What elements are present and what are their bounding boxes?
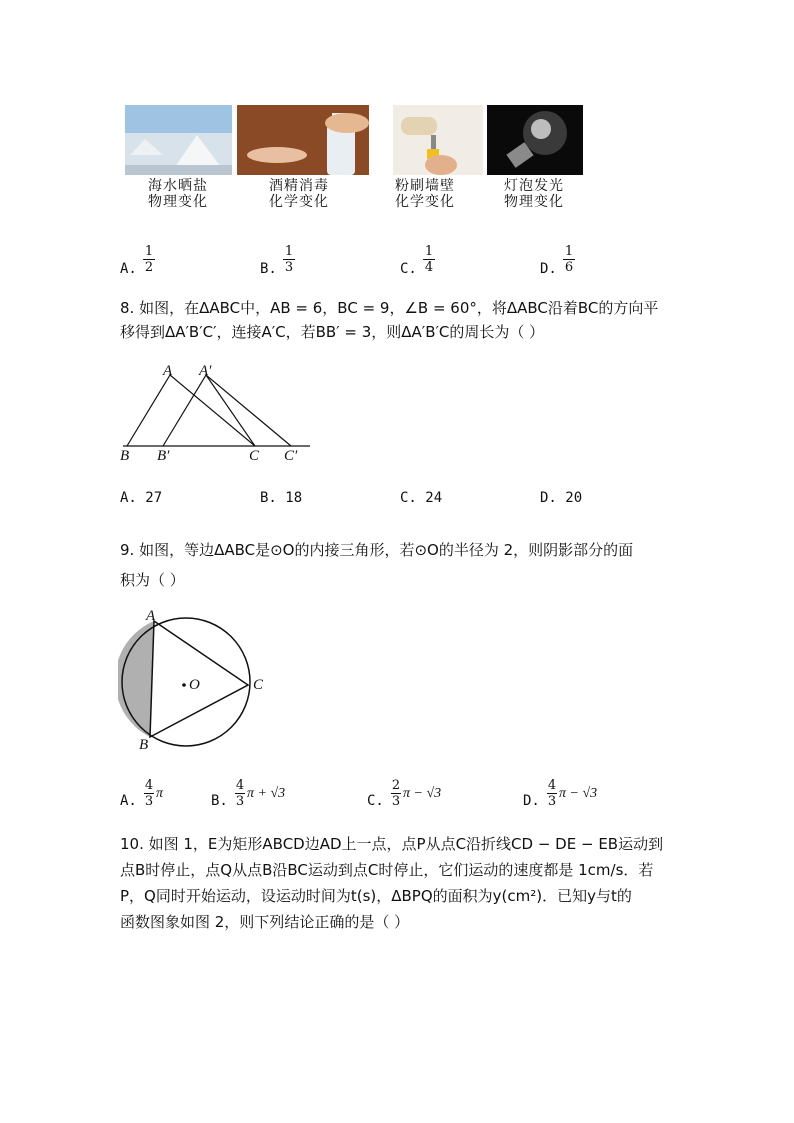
q9-option-d[interactable] <box>523 793 540 809</box>
caption-painting <box>385 178 465 210</box>
q8-option-a[interactable]: A. 27 <box>120 490 163 506</box>
q9-tail-d: π − √3 <box>559 786 598 801</box>
q8-line-2: 移得到ΔA′B′C′，连接A′C，若BB′ = 3，则ΔA′B′C的周长为（ ） <box>120 323 545 341</box>
q8-line-1: 8. 如图，在ΔABC中，AB = 6，BC = 9，∠B = 60°，将ΔABC沿着BC的方向平 <box>120 299 659 317</box>
denominator: 3 <box>144 794 154 809</box>
label-a: A <box>163 363 173 379</box>
label-b-prime: B′ <box>157 448 170 464</box>
option-letter: A. <box>120 793 137 809</box>
q10-line-2: 点B时停止，点Q从点B沿BC运动到点C时停止，它们运动的速度都是 1cm/s．若 <box>120 861 654 879</box>
q9-fraction-b <box>235 779 245 808</box>
q7-fraction-a <box>143 245 155 274</box>
q9-fraction-a <box>144 779 154 808</box>
denominator: 4 <box>424 260 434 275</box>
q10-text <box>120 831 663 935</box>
q10-line-1: 10. 如图 1，E为矩形ABCD边AD上一点，点P从点C沿折线CD − DE − EB运动到 <box>120 835 664 853</box>
denominator: 6 <box>564 260 574 275</box>
numerator: 2 <box>391 778 401 793</box>
caption-line: 化学变化 <box>269 194 329 210</box>
numerator: 1 <box>564 244 574 259</box>
numerator: 1 <box>284 244 294 259</box>
q8-option-d[interactable]: D. 20 <box>540 490 583 506</box>
caption-line: 物理变化 <box>504 194 564 210</box>
caption-salt <box>138 178 218 210</box>
q10-line-4: 函数图象如图 2，则下列结论正确的是（ ） <box>120 913 410 931</box>
label-b: B <box>139 737 149 753</box>
q7-option-c[interactable] <box>400 261 417 277</box>
q9-text <box>120 535 633 595</box>
q7-fraction-d <box>563 245 575 274</box>
caption-bulb <box>494 178 574 210</box>
q9-option-c[interactable] <box>367 793 384 809</box>
q7-fraction-c <box>423 245 435 274</box>
painting-wall-photo <box>393 105 483 175</box>
alcohol-spray-photo <box>237 105 369 175</box>
q7-option-a[interactable] <box>120 261 137 277</box>
option-letter: A. <box>120 261 137 277</box>
denominator: 2 <box>144 260 154 275</box>
caption-line: 粉刷墙壁 <box>395 178 455 194</box>
q9-line-2: 积为（ ） <box>120 571 185 589</box>
q9-fraction-c <box>391 779 401 808</box>
option-letter: C. <box>367 793 384 809</box>
caption-line: 灯泡发光 <box>504 178 564 194</box>
q7-fraction-b <box>283 245 295 274</box>
caption-line: 酒精消毒 <box>269 178 329 194</box>
option-letter: B. <box>211 793 228 809</box>
label-a: A <box>146 608 156 624</box>
q9-option-b[interactable] <box>211 793 228 809</box>
label-c-prime: C′ <box>284 448 298 464</box>
label-c: C <box>249 448 260 464</box>
q9-line-1: 9. 如图，等边ΔABC是⊙O的内接三角形，若⊙O的半径为 2，则阴影部分的面 <box>120 541 634 559</box>
option-letter: D. <box>523 793 540 809</box>
q9-tail-b: π + √3 <box>247 786 286 801</box>
q9-tail-a: π <box>156 786 164 801</box>
label-c: C <box>253 677 264 693</box>
salt-photo <box>125 105 232 175</box>
option-letter: D. <box>540 261 557 277</box>
denominator: 3 <box>235 794 245 809</box>
option-letter: C. <box>400 261 417 277</box>
denominator: 3 <box>547 794 557 809</box>
label-a-prime: A′ <box>199 363 212 379</box>
q10-line-3: P，Q同时开始运动，设运动时间为t(s)，ΔBPQ的面积为y(cm²)．已知y与t的 <box>120 887 632 905</box>
option-letter: B. <box>260 261 277 277</box>
light-bulb-photo <box>487 105 583 175</box>
numerator: 4 <box>144 778 154 793</box>
q9-circle-figure <box>118 605 258 750</box>
q9-tail-c: π − √3 <box>403 786 442 801</box>
caption-line: 化学变化 <box>395 194 455 210</box>
q9-fraction-d <box>547 779 557 808</box>
q9-option-a[interactable] <box>120 793 137 809</box>
caption-alcohol <box>259 178 339 210</box>
q8-option-c[interactable]: C. 24 <box>400 490 443 506</box>
caption-line: 海水晒盐 <box>148 178 208 194</box>
numerator: 4 <box>235 778 245 793</box>
numerator: 1 <box>424 244 434 259</box>
q8-option-b[interactable]: B. 18 <box>260 490 303 506</box>
caption-line: 物理变化 <box>148 194 208 210</box>
numerator: 1 <box>144 244 154 259</box>
q7-option-d[interactable] <box>540 261 557 277</box>
denominator: 3 <box>391 794 401 809</box>
label-b: B <box>120 448 130 464</box>
denominator: 3 <box>284 260 294 275</box>
q7-option-b[interactable] <box>260 261 277 277</box>
q8-text <box>120 296 658 344</box>
numerator: 4 <box>547 778 557 793</box>
label-o: O <box>189 677 200 693</box>
